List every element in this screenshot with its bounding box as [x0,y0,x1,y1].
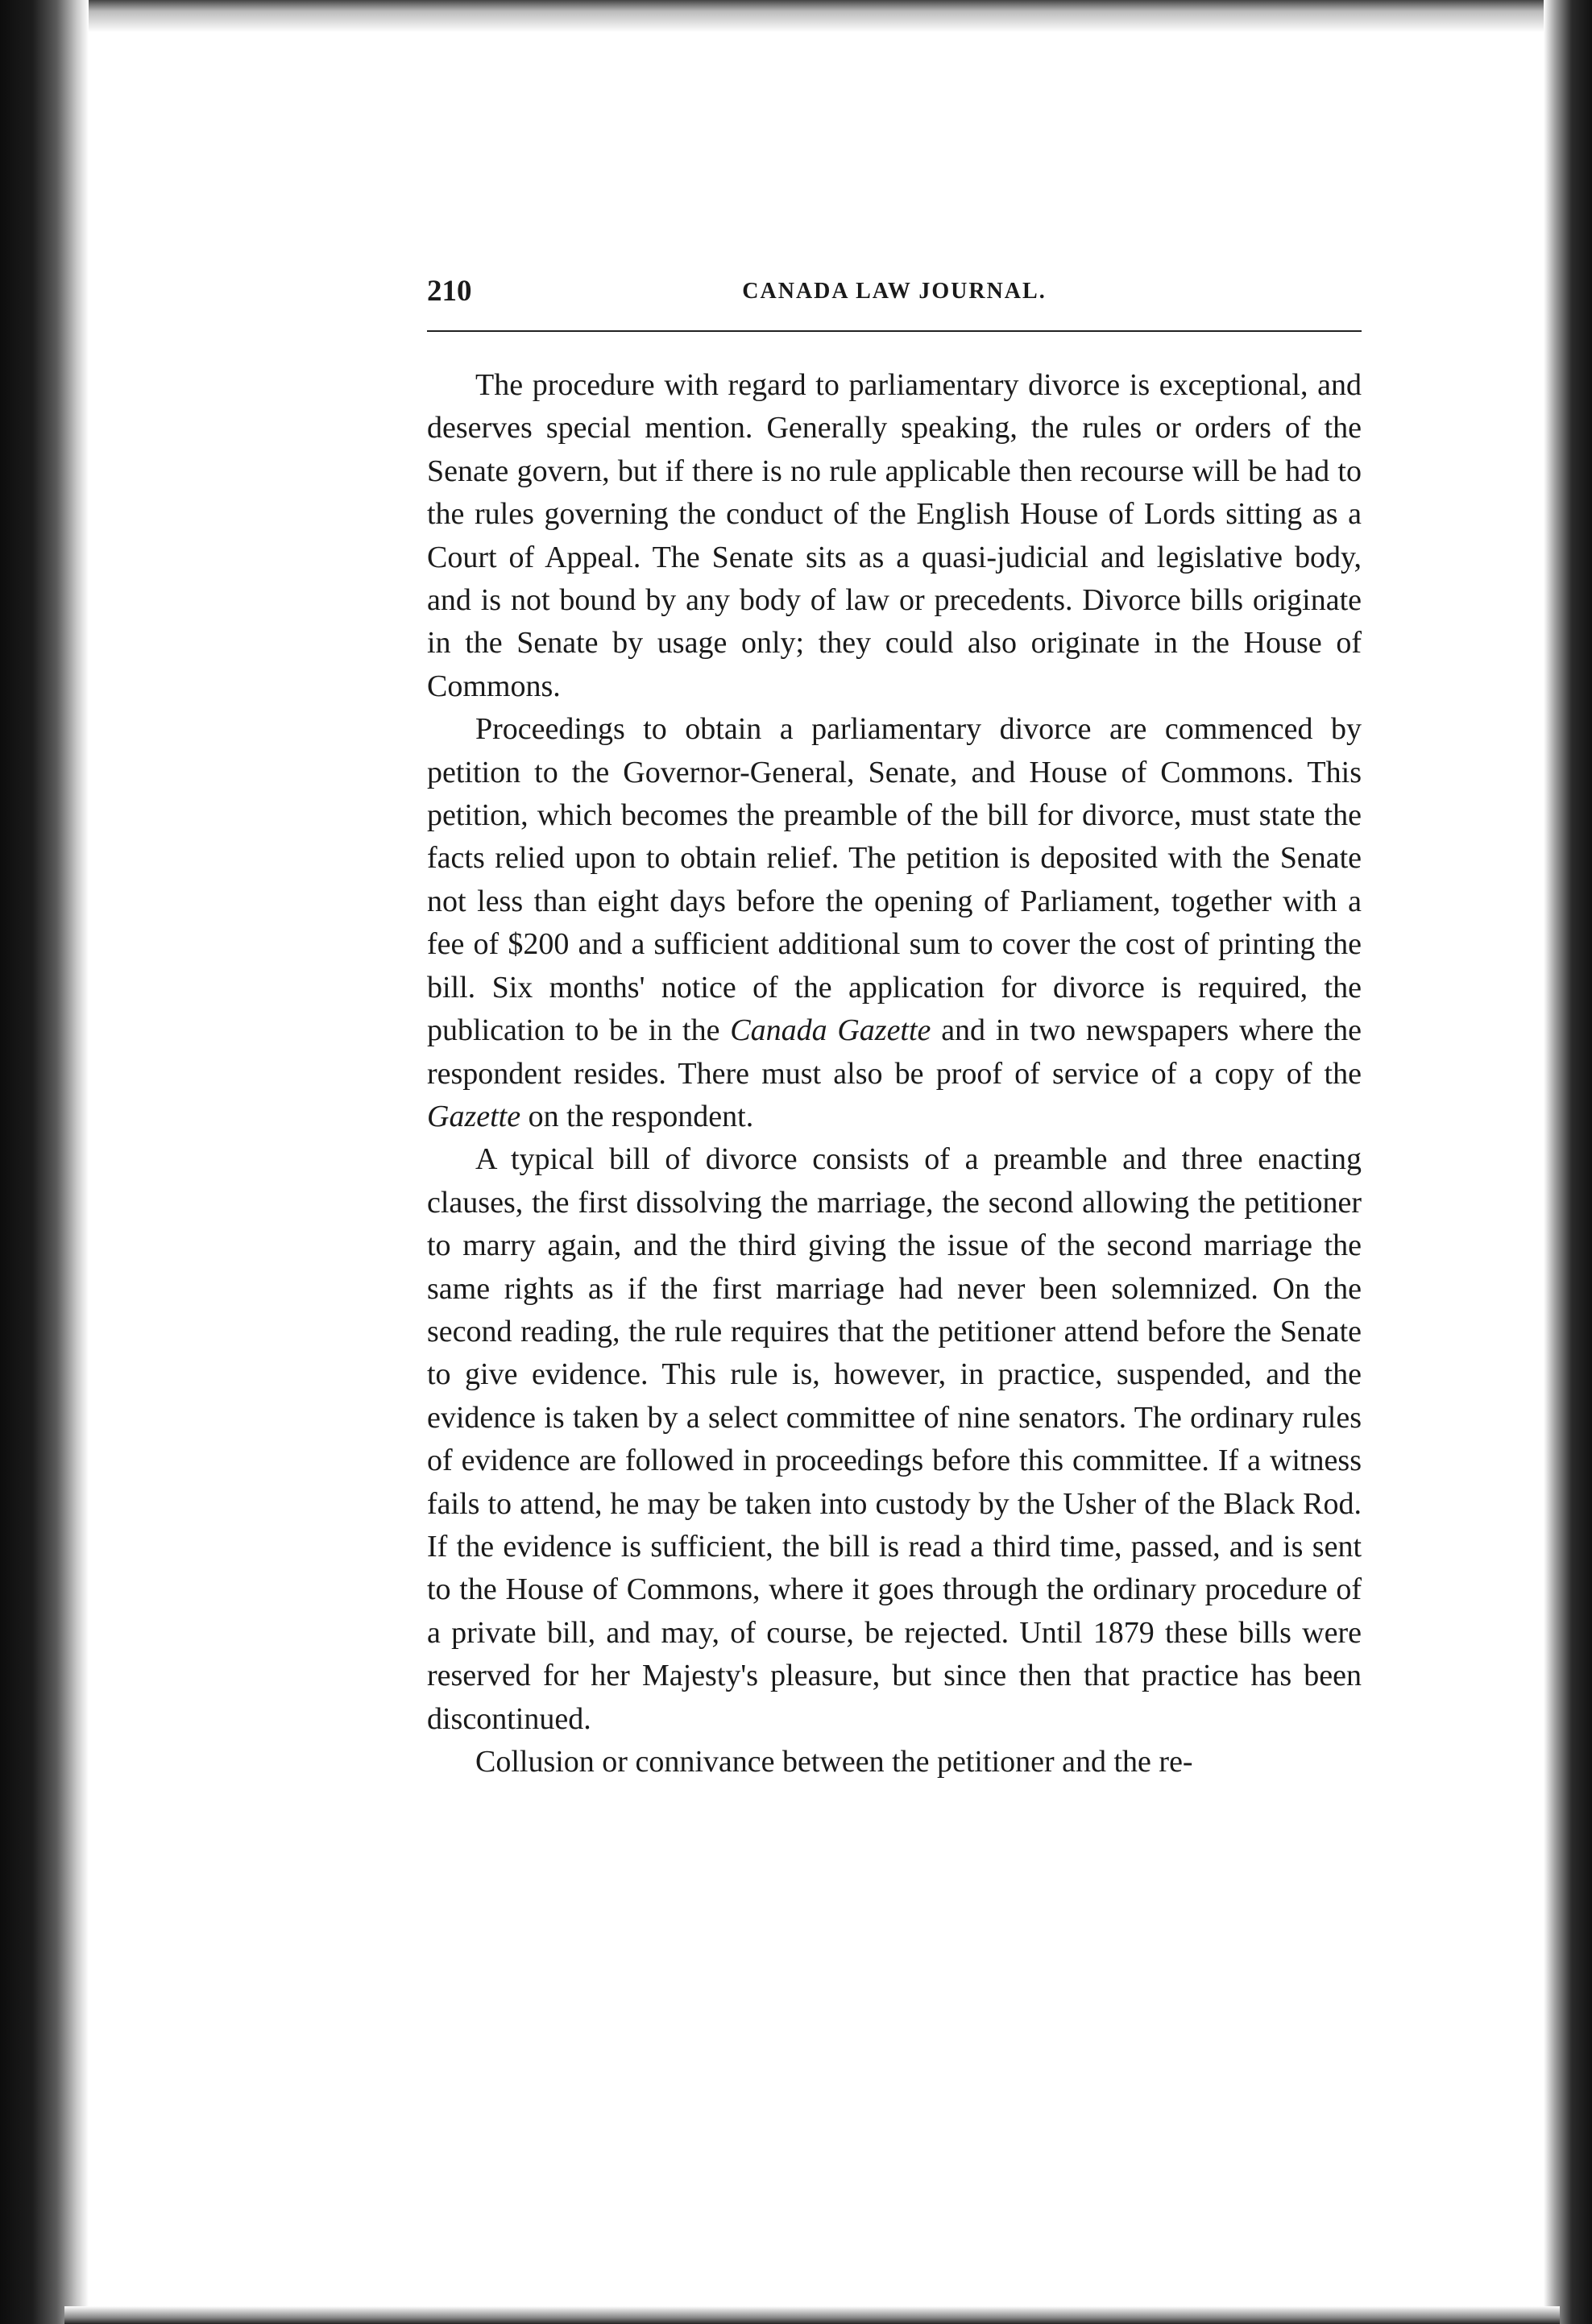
italic-canada-gazette: Canada Gazette [730,1013,931,1048]
paragraph-text-segment: on the respondent. [520,1099,754,1133]
scan-edge-left [0,0,89,2324]
scan-edge-bottom [64,2306,1560,2324]
paragraph-text-segment: and in two newspapers where the respondent resides. There must also be proof of service of a copy of the [427,1013,1362,1091]
page-number: 210 [427,275,472,308]
scan-edge-right [1544,0,1592,2324]
running-head [427,274,1362,332]
paragraph-proceedings [427,708,1362,1138]
scan-edge-top [89,0,1544,32]
paragraph-typical-bill: A typical bill of divorce consists of a preamble and three enacting clauses, the first dissolving the marriage, the second allowing the petitioner to marry again, and the third giving the issue of the second marriage the same rights as if the first marriage had never been solemnized. On the second reading, the rule requires that the petitioner attend before the Senate to give evidence. This rule is, however, in practice, suspended, and the evidence is taken by a select committee of nine senators. The ordinary rules of evidence are followed in proceedings before this committee. If a witness fails to attend, he may be taken into custody by the Usher of the Black Rod. If the evidence is sufficient, the bill is read a third time, passed, and is sent to the House of Commons, where it goes through the ordinary procedure of a private bill, and may, of course, be rejected. Until 1879 these bills were reserved for her Majesty's pleasure, but since then that practice has been discontinued. [427,1142,1362,1736]
paragraph-collusion: Collusion or connivance between the petitioner and the re- [475,1745,1193,1779]
paragraph-parliamentary-divorce: The procedure with regard to parliamentary divorce is exceptional, and deserves special mention. Generally speaking, the rules or orders of the Senate govern, but if there is no rule applicable then recourse will be had to the rules governing the conduct of the English House of Lords sitting as a Court of Appeal. The Senate sits as a quasi-judicial and legislative body, and is not bound by any body of law or precedents. Divorce bills originate in the Senate by usage only; they could also originate in the House of Commons. [427,368,1362,703]
page [427,274,1362,2304]
italic-gazette: Gazette [427,1099,521,1133]
journal-title: CANADA LAW JOURNAL. [742,279,1047,304]
paragraph-text-segment: Proceedings to obtain a parliamentary divorce are commenced by petition to the Governor-General, Senate, and House of Commons. This petition, which becomes the preamble of the bill for divorce, must state the facts relied upon to obtain relief. The petition is deposited with the Senate not less than eight days before the opening of Parliament, together with a fee of $200 and a sufficient additional sum to cover the cost of printing the bill. Six months' notice of the application for divorce is required, the publication to be in the [427,712,1362,1048]
body-text [427,364,1362,1783]
